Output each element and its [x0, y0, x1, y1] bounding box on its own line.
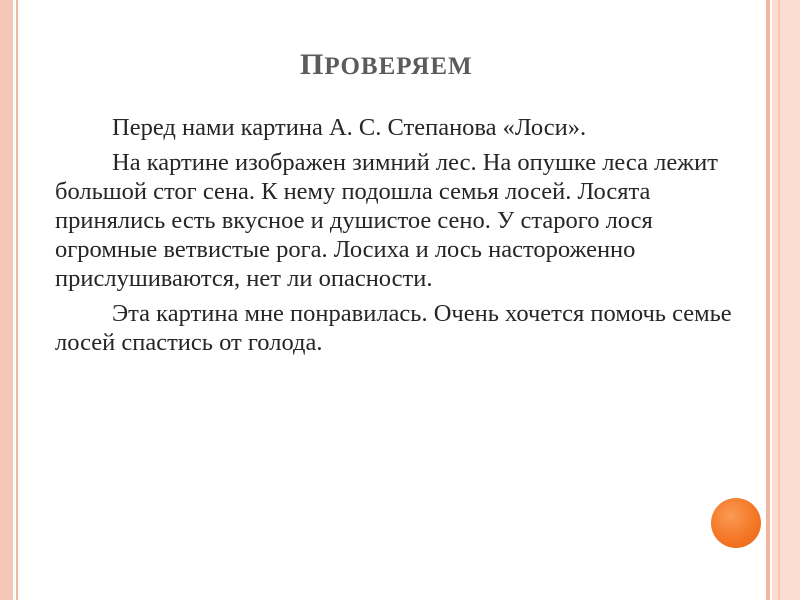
paragraph-opinion: Эта картина мне понравилась. Очень хочется помочь семье лосей спастись от голода.	[55, 300, 732, 356]
right-border-line	[766, 0, 770, 600]
left-border-band	[0, 0, 13, 600]
slide-title	[300, 48, 473, 82]
title-first-letter: П	[300, 48, 325, 81]
title-rest: РОВЕРЯЕМ	[324, 53, 473, 80]
orange-circle-decoration	[711, 498, 761, 548]
left-border-line	[16, 0, 18, 600]
right-border-band	[772, 0, 800, 600]
right-border-inner-line	[778, 0, 780, 600]
paragraph-description: На картине изображен зимний лес. На опушке леса лежит большой стог сена. К нему подошла семья лосей. Лосята принялись есть вкусное и душистое сено. У старого лося огромные ветвистые рога. Лосиха и лось настороженно прислушиваются, нет ли опасности.	[55, 149, 718, 292]
paragraph-intro: Перед нами картина А. С. Степанова «Лоси».	[112, 114, 587, 141]
slide-body	[55, 113, 735, 363]
